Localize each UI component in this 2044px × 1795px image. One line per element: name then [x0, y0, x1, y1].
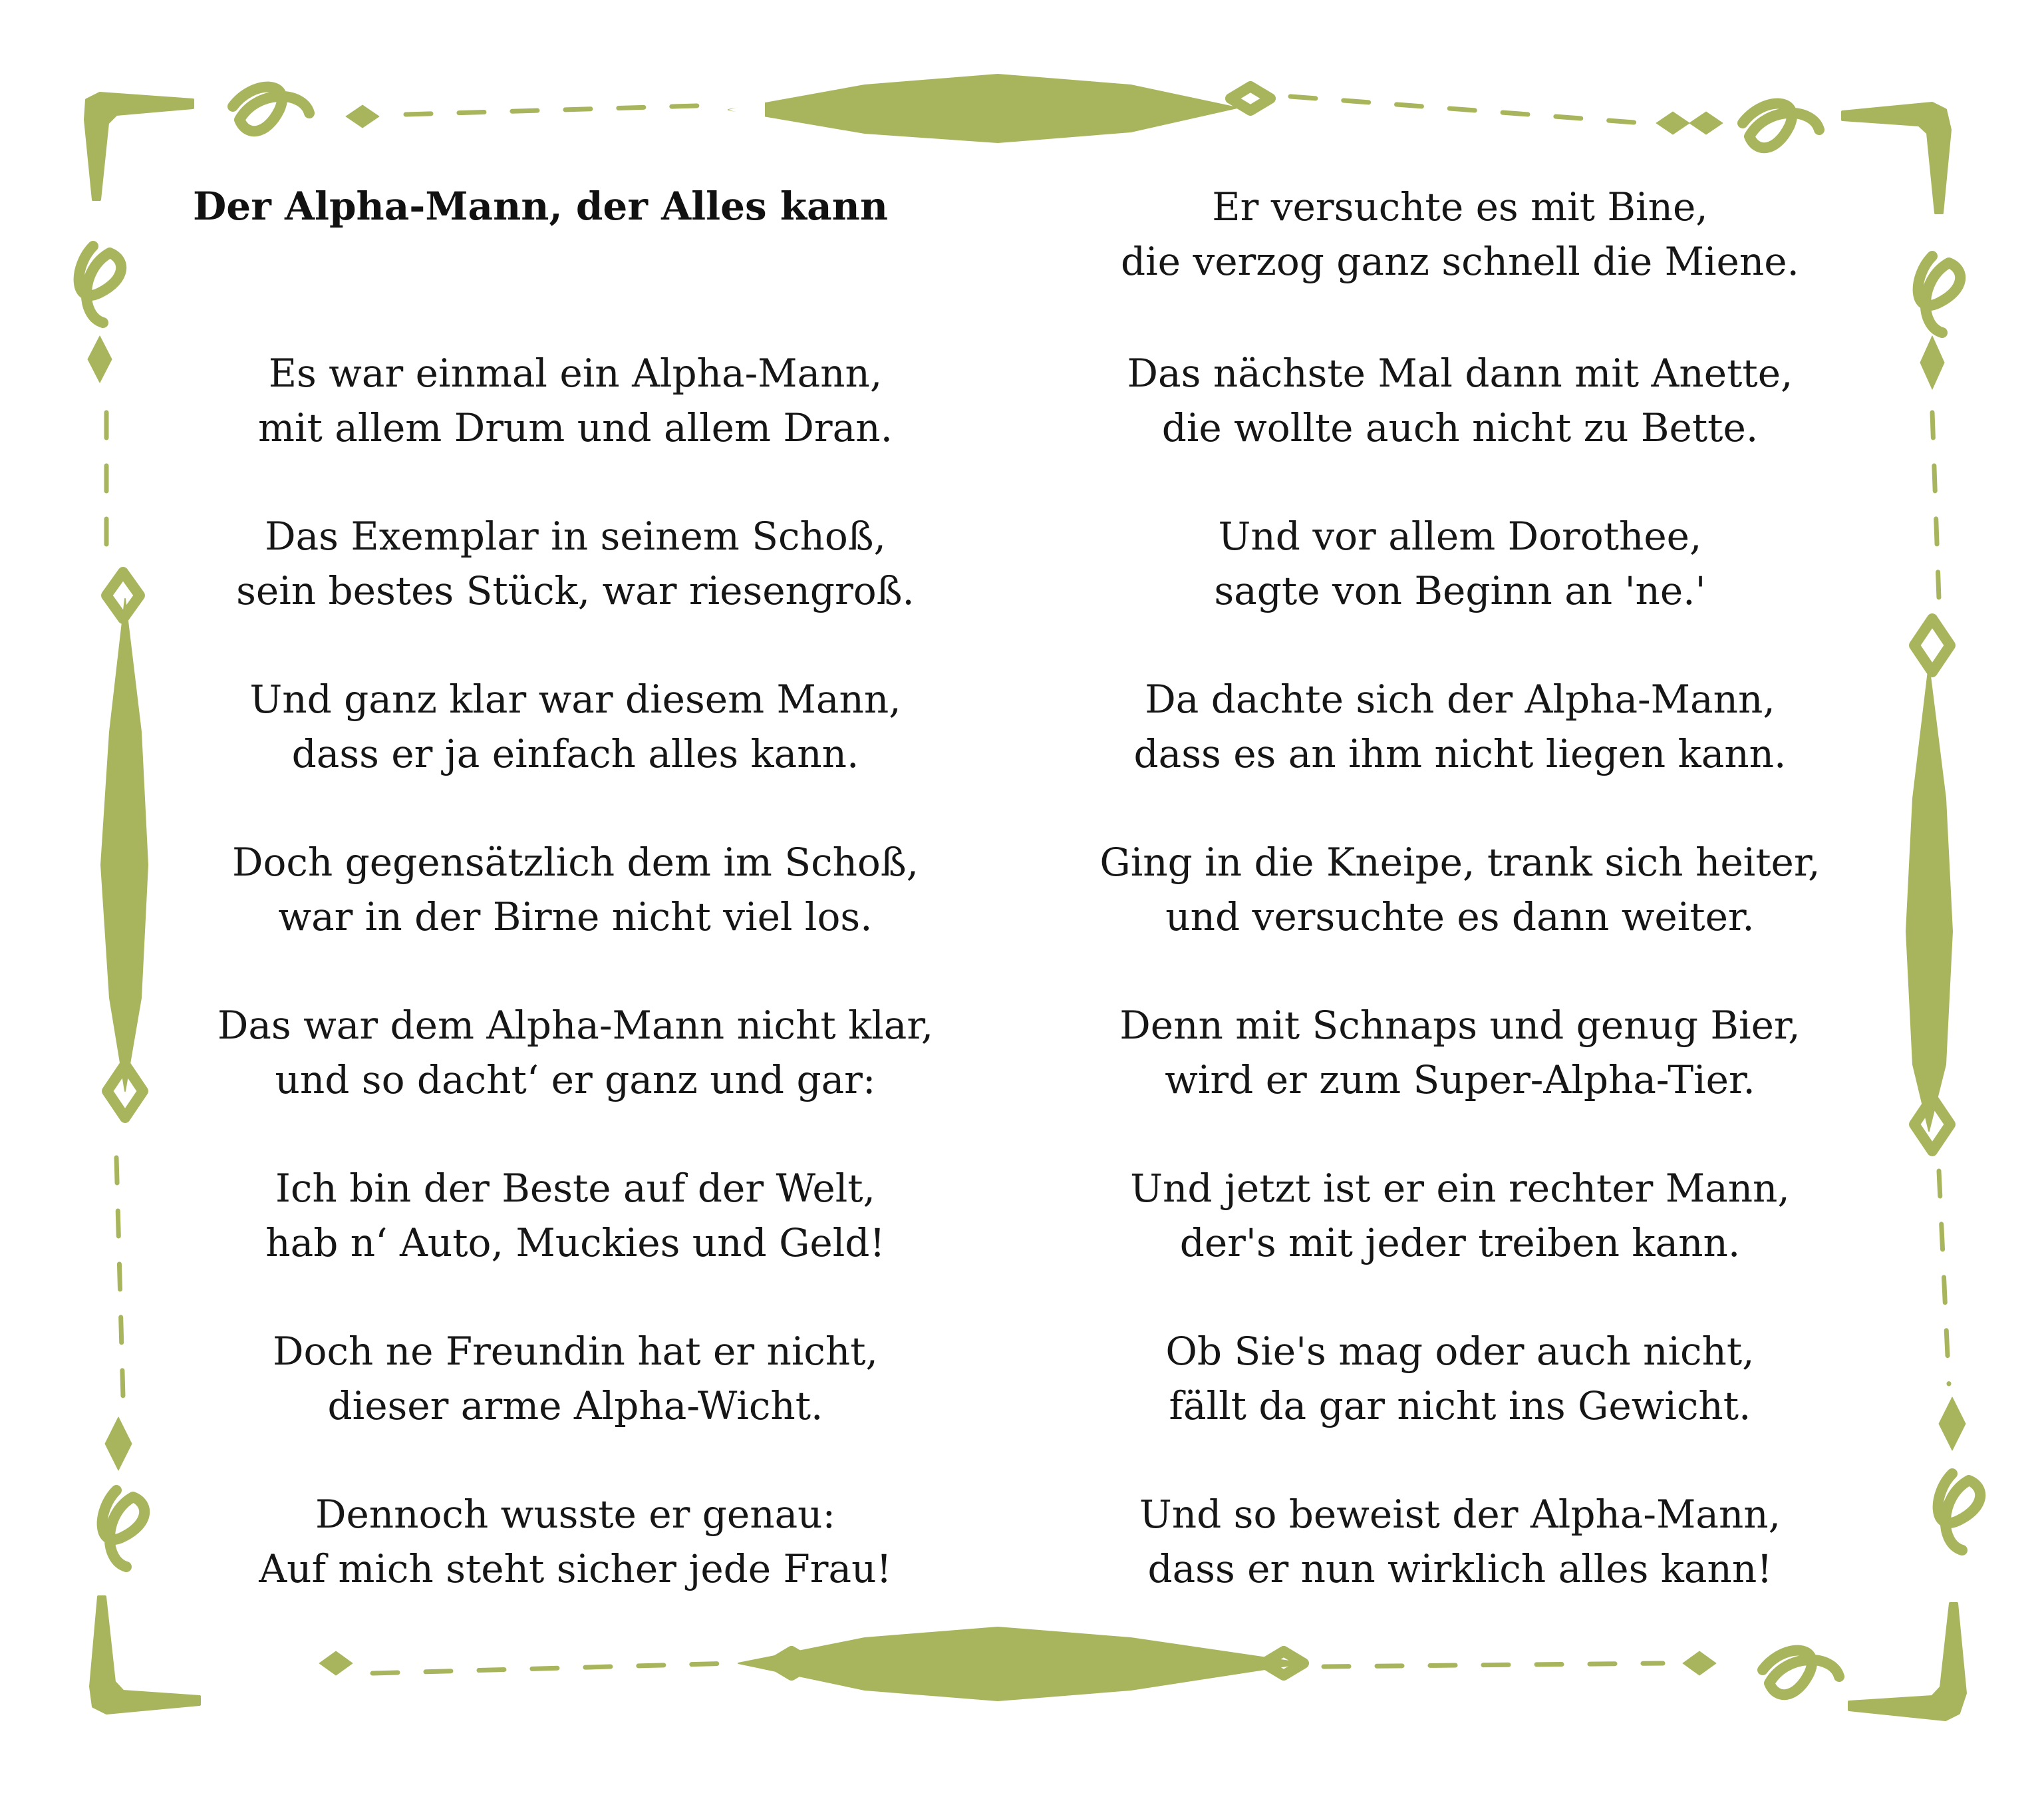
frame-dashes: [406, 105, 718, 114]
frame-dashes: [1939, 1171, 1949, 1384]
frame-hollow-diamond: [1231, 86, 1270, 110]
frame-ribbon: [1743, 104, 1819, 148]
poem-line: Ich bin der Beste auf der Welt,: [275, 1166, 875, 1211]
poem-line: und so dacht‘ er ganz und gar:: [275, 1057, 876, 1102]
stanza: [1028, 1324, 1892, 1433]
stanza: [1028, 1487, 1892, 1596]
poem-line: Und jetzt ist er ein rechter Mann,: [1130, 1166, 1790, 1211]
stanza: [143, 835, 1008, 944]
stanza: [143, 998, 1008, 1107]
stanza: [143, 1487, 1008, 1596]
poem-line: der's mit jeder treiben kann.: [1179, 1220, 1741, 1265]
poem-line: die wollte auch nicht zu Bette.: [1161, 405, 1759, 450]
poem-line: Denn mit Schnaps und genug Bier,: [1119, 1003, 1801, 1048]
frame-diamond: [1939, 1397, 1966, 1450]
poem-line: Da dachte sich der Alpha-Mann,: [1145, 677, 1775, 722]
poem-line: war in der Birne nicht viel los.: [278, 894, 873, 939]
poem-line: Und vor allem Dorothee,: [1218, 514, 1702, 559]
poem-line: mit allem Drum und allem Dran.: [257, 405, 893, 450]
frame-diamond: [105, 1417, 132, 1470]
frame-diamond: [88, 336, 112, 383]
frame-hollow-diamond: [106, 572, 140, 619]
frame-ornament-right-center: [1906, 665, 1952, 1131]
frame-corner-bottom-right: [1849, 1603, 1966, 1720]
poem-line: Ob Sie's mag oder auch nicht,: [1165, 1329, 1755, 1374]
frame-ribbon: [1918, 256, 1961, 333]
frame-dashes: [1932, 412, 1939, 599]
poem-line: Das Exemplar in seinem Schoß,: [265, 514, 886, 559]
frame-dashes: [1290, 96, 1643, 123]
poem-title: Der Alpha-Mann, der Alles kann: [193, 184, 888, 229]
poem-line: dass er ja einfach alles kann.: [291, 731, 859, 776]
frame-diamond: [1689, 112, 1723, 134]
stanza: [1028, 509, 1892, 618]
poem-line: dass er nun wirklich alles kann!: [1147, 1546, 1773, 1591]
poem-line: sagte von Beginn an 'ne.': [1214, 568, 1706, 613]
poem-line: die verzog ganz schnell die Miene.: [1121, 239, 1799, 284]
poem-line: wird er zum Super-Alpha-Tier.: [1165, 1057, 1755, 1102]
poem-line: Ging in die Kneipe, trank sich heiter,: [1099, 840, 1821, 885]
frame-diamond: [1656, 112, 1689, 134]
stanza: [1028, 180, 1892, 289]
frame-ornament-left-center: [101, 599, 148, 1091]
poem-line: Und ganz klar war diesem Mann,: [249, 677, 901, 722]
poem-line: dass es an ihm nicht liegen kann.: [1133, 731, 1787, 776]
poem-line: Es war einmal ein Alpha-Mann,: [268, 351, 883, 396]
frame-corner-top-left: [85, 93, 193, 200]
frame-hollow-diamond: [1914, 1098, 1950, 1151]
frame-corner-bottom-left: [90, 1597, 200, 1713]
poem-line: Das war dem Alpha-Mann nicht klar,: [217, 1003, 934, 1048]
frame-ornament-bottom-center: [738, 1627, 1304, 1701]
stanza: [143, 1161, 1008, 1270]
frame-ribbon: [102, 1490, 145, 1567]
frame-diamond: [1683, 1651, 1716, 1675]
frame-ribbon: [233, 87, 309, 132]
poem-line: Und so beweist der Alpha-Mann,: [1139, 1492, 1781, 1537]
poem-line: Auf mich steht sicher jede Frau!: [259, 1546, 892, 1591]
poem-line: Doch gegensätzlich dem im Schoß,: [231, 840, 919, 885]
stanza: [1028, 998, 1892, 1107]
poem-line: Das nächste Mal dann mit Anette,: [1127, 351, 1793, 396]
frame-ribbon: [1763, 1651, 1839, 1695]
frame-ribbon: [1938, 1474, 1981, 1550]
frame-ornament-top-center: [728, 75, 1237, 142]
frame-ribbon: [79, 246, 122, 323]
poem-line: hab n‘ Auto, Muckies und Geld!: [265, 1220, 885, 1265]
poem-line: sein bestes Stück, war riesengroß.: [236, 568, 915, 613]
poem-line: Doch ne Freundin hat er nicht,: [273, 1329, 878, 1374]
stanza: [143, 1324, 1008, 1433]
stanza: [1028, 1161, 1892, 1270]
stanza: [143, 509, 1008, 618]
poem-line: Dennoch wusste er genau:: [315, 1492, 836, 1537]
poem-line: und versuchte es dann weiter.: [1165, 894, 1755, 939]
poem-line: fällt da gar nicht ins Gewicht.: [1169, 1383, 1751, 1428]
stanza: [143, 672, 1008, 781]
stanza: [1028, 835, 1892, 944]
stanza: [1028, 346, 1892, 455]
stanza: [1028, 672, 1892, 781]
frame-diamond: [346, 105, 379, 128]
frame-dashes: [1324, 1663, 1663, 1667]
stanza: [143, 346, 1008, 455]
poem-line: Er versuchte es mit Bine,: [1212, 184, 1708, 230]
frame-dashes: [372, 1663, 732, 1673]
frame-diamond: [1920, 336, 1944, 389]
frame-diamond: [319, 1651, 353, 1675]
frame-hollow-diamond: [1914, 619, 1950, 672]
poem-line: dieser arme Alpha-Wicht.: [327, 1383, 823, 1428]
frame-dashes: [116, 1158, 123, 1397]
